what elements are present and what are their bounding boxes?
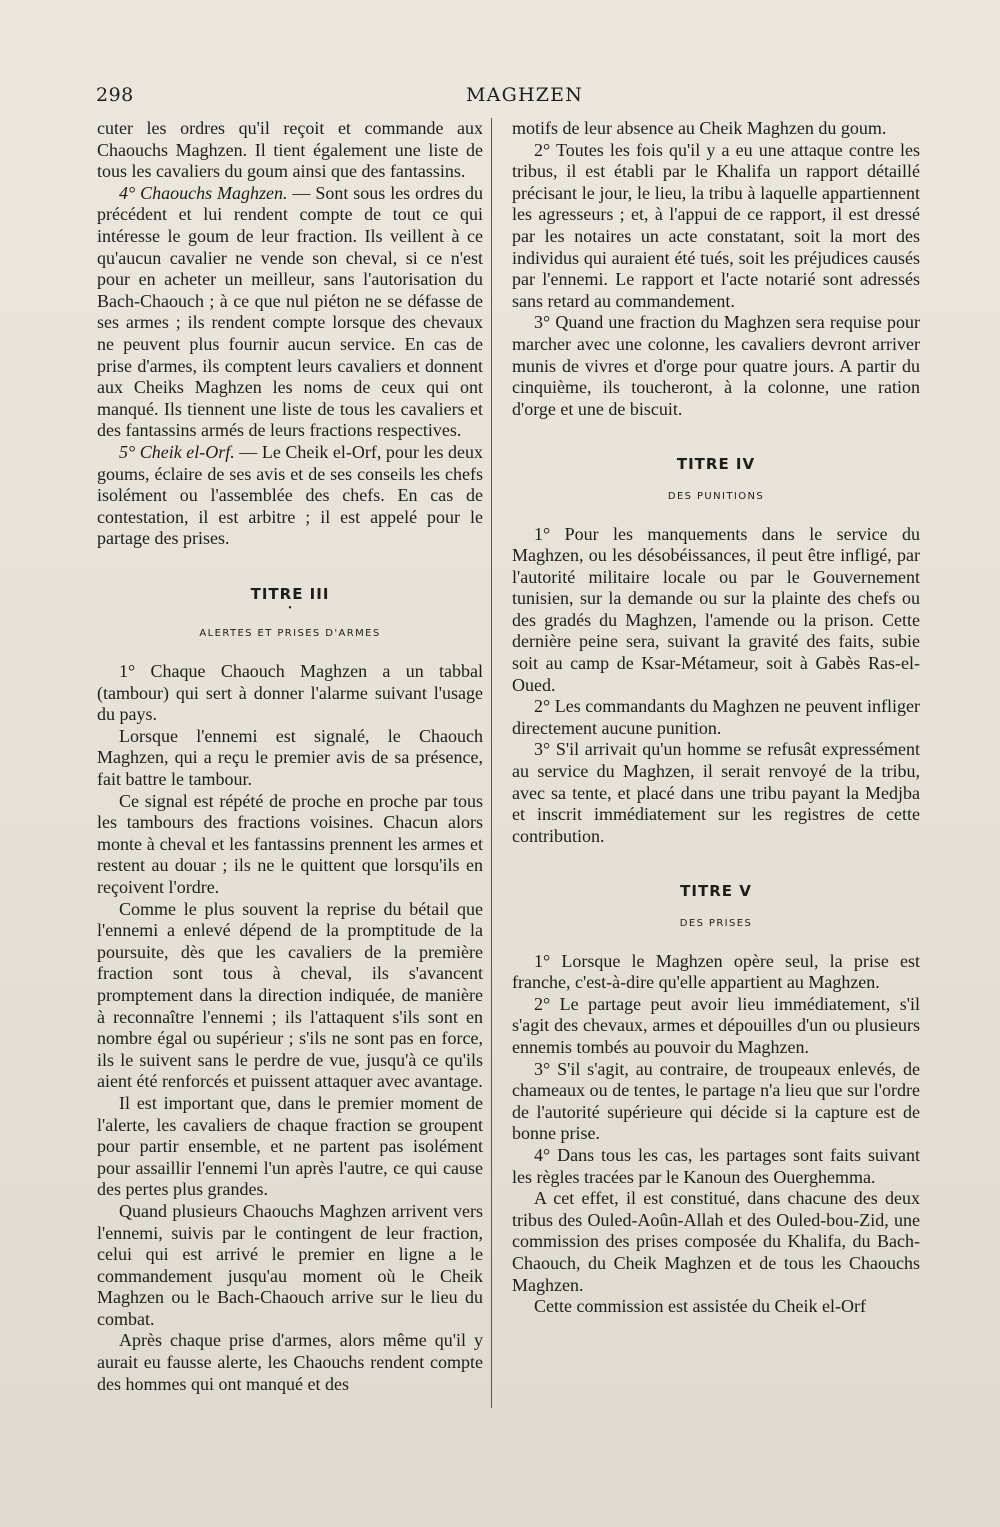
- left-column: [97, 118, 483, 1395]
- right-column: [512, 118, 920, 1318]
- paragraph-text: — Sont sous les ordres du précédent et lui rendent compte de tout ce qui intéresse le goum de leur fraction. Ils veillent à ce qu'aucun cavalier ne vende son cheval, si ce n'est pour en acheter un meilleur, sans l'autorisation du Bach-Chaouch ; à ce que nul piéton ne se défasse de ses armes ; ils rendent compte lorsque des chevaux ne peuvent plus fournir aucun service. En cas de prise d'armes, ils comptent leurs cavaliers et donnent aux Cheiks Maghzen les noms de ceux qui ont manqué. Ils tiennent une liste de tous les cavaliers et des fantassins armés de leurs fractions respectives.: [97, 182, 483, 441]
- ornament-dot: •: [288, 603, 292, 615]
- paragraph: [97, 183, 483, 442]
- paragraph: A cet effet, il est constitué, dans chacune des deux tribus des Ouled-Aoûn-Allah et des Ouled-bou-Zid, une commission des prises composée du Khalifa, du Bach-Chaouch, du Cheik Maghzen et de tous les Chaouchs Maghzen.: [512, 1188, 920, 1295]
- paragraph: Après chaque prise d'armes, alors même qu'il y aurait eu fausse alerte, les Chaouchs rendent compte des hommes qui ont manqué et des: [97, 1330, 483, 1394]
- section-title: TITRE V: [680, 882, 752, 901]
- section-subtitle: DES PUNITIONS: [667, 490, 765, 502]
- section-title: TITRE III: [250, 584, 330, 603]
- section-subtitle: DES PRISES: [679, 918, 753, 929]
- paragraph: 1° Lorsque le Maghzen opère seul, la prise est franche, c'est-à-dire qu'elle appartient au Maghzen.: [512, 950, 920, 993]
- section-title: TITRE IV: [676, 455, 756, 474]
- paragraph: Lorsque l'ennemi est signalé, le Chaouch Maghzen, qui a reçu le premier avis de sa présence, fait battre le tambour.: [97, 725, 483, 790]
- section-subtitle: ALERTES ET PRISES D'ARMES: [199, 628, 381, 640]
- paragraph: Il est important que, dans le premier moment de l'alerte, les cavaliers de chaque fraction se groupent pour partir ensemble, et ne partent pas isolément pour assaillir l'ennemi l'un après l'autre, ce qui cause des pertes plus grandes.: [97, 1092, 483, 1200]
- paragraph: 2° Toutes les fois qu'il y a eu une attaque contre les tribus, il est établi par le Khalifa un rapport détaillé précisant le jour, le lieu, la tribu à laquelle appartiennent les agresseurs ; et, à l'appui de ce rapport, il est dressé par les notaires un acte constatant, soit la mort des individus qui auraient été tués, soit les préjudices causés par l'ennemi. Le rapport et l'acte notarié sont adressés sans retard au commandement.: [512, 139, 920, 311]
- paragraph: cuter les ordres qu'il reçoit et commande aux Chaouchs Maghzen. Il tient également une liste de tous les cavaliers du goum ainsi que des fantassins.: [97, 118, 483, 182]
- paragraph: motifs de leur absence au Cheik Maghzen du goum.: [512, 118, 887, 138]
- paragraph: Ce signal est répété de proche en proche par tous les tambours des fractions voisines. Chacun alors monte à cheval et les fantassins prennent les armes et restent au douar ; ils ne le quittent que lorsqu'ils en reçoivent l'ordre.: [97, 790, 483, 897]
- paragraph: 4° Dans tous les cas, les partages sont faits suivant les règles tracées par le Kanoun des Ouerghemma.: [512, 1144, 920, 1187]
- paragraph-lead: 4° Chaouchs Maghzen.: [119, 182, 288, 203]
- paragraph-lead: 5° Cheik el-Orf.: [119, 441, 235, 462]
- paragraph: 3° Quand une fraction du Maghzen sera requise pour marcher avec une colonne, les cavaliers devront arriver munis de vivres et d'orge pour quatre jours. A partir du cinquième, ils toucheront, à la colonne, une ration d'orge et une de biscuit.: [512, 312, 920, 419]
- paragraph: Quand plusieurs Chaouchs Maghzen arrivent vers l'ennemi, suivis par le contingent de leur fraction, celui qui est arrivé le premier en ligne a le commandement jusqu'au moment où le Cheik Maghzen ou le Bach-Chaouch arrive sur le lieu du combat.: [97, 1200, 483, 1329]
- paragraph: 2° Le partage peut avoir lieu immédiatement, s'il s'agit des chevaux, armes et dépouilles d'un ou plusieurs ennemis tombés au pouvoir du Maghzen.: [512, 993, 920, 1057]
- paragraph: 2° Les commandants du Maghzen ne peuvent infliger directement aucune punition.: [512, 696, 920, 738]
- paragraph: Comme le plus souvent la reprise du bétail que l'ennemi a enlevé dépend de la promptitude de la poursuite, dès que les cavaliers de la première fraction sont tous à cheval, ils s'avancent promptement dans la direction indiquée, de manière à reconnaître l'ennemi ; ils l'attaquent s'ils sont en nombre égal ou supérieur ; s'ils ne sont pas en force, ils le suivent sans le perdre de vue, jusqu'à ce qu'ils aient été renforcés et puissent attaquer avec avantage.: [97, 898, 483, 1092]
- page-header: [96, 84, 930, 110]
- paragraph: 1° Chaque Chaouch Maghzen a un tabbal (tambour) qui sert à donner l'alarme suivant l'usage du pays.: [97, 661, 483, 725]
- page-number: 298: [96, 84, 134, 106]
- paragraph: Cette commission est assistée du Cheik el-Orf: [534, 1296, 866, 1317]
- column-divider: [491, 118, 492, 1408]
- paragraph: 3° S'il s'agit, au contraire, de troupeaux enlevés, de chameaux ou de tentes, le partage n'a lieu que sur l'ordre de l'autorité supérieure qui décide si la capture est de bonne prise.: [512, 1058, 920, 1144]
- running-title: MAGHZEN: [466, 84, 584, 106]
- paragraph: 3° S'il arrivait qu'un homme se refusât expressément au service du Maghzen, il serait renvoyé de la tribu, avec sa tente, et placé dans une tribu payant la Medjba et inscrit immédiatement sur les registres de cette contribution.: [512, 739, 920, 846]
- paragraph: 1° Pour les manquements dans le service du Maghzen, ou les désobéissances, il peut être infligé, par l'autorité militaire locale ou par le Gouvernement tunisien, sur la demande ou sur la plainte des chefs ou des gradés du Maghzen, l'amende ou la prison. Cette dernière peine sera, suivant la gravité des faits, subie soit au camp de Ksar-Métameur, soit à Gabès Ras-el-Oued.: [512, 523, 920, 695]
- paragraph: [97, 442, 483, 550]
- paragraph-text: — Le Cheik el-Orf, pour les deux goums, éclaire de ses avis et de ses conseils les chefs isolément ou l'assemblée des chefs. En cas de contestation, il est arbitre ; il est appelé pour le partage des prises.: [97, 441, 483, 549]
